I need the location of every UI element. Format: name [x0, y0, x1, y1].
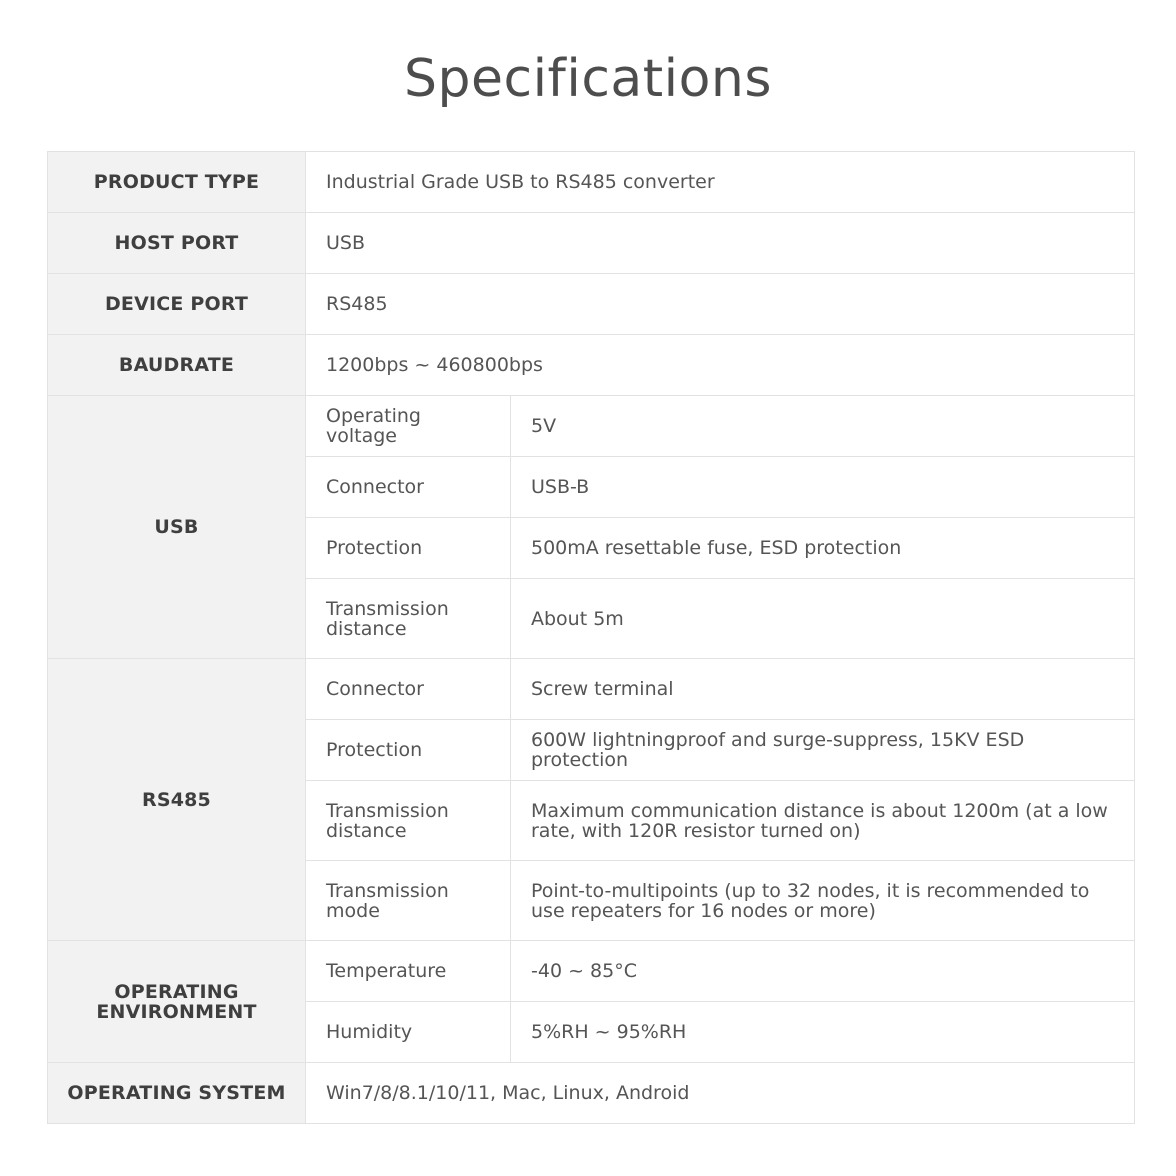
table-row [48, 152, 1135, 213]
rs485-item-value: Maximum communication distance is about 1200m (at a low rate, with 120R resistor turned on) [511, 781, 1135, 861]
usb-item-name: Transmission distance [306, 579, 511, 659]
row-label-operating-system: OPERATING SYSTEM [48, 1063, 306, 1124]
environment-item-name: Humidity [306, 1002, 511, 1063]
rs485-item-name: Transmission distance [306, 781, 511, 861]
rs485-item-name: Protection [306, 720, 511, 781]
table-row [48, 659, 1135, 720]
table-row [48, 1063, 1135, 1124]
table-row [48, 941, 1135, 1002]
usb-item-value: USB-B [511, 457, 1135, 518]
rs485-item-value: Screw terminal [511, 659, 1135, 720]
rs485-item-value: Point-to-multipoints (up to 32 nodes, it is recommended to use repeaters for 16 nodes or more) [511, 861, 1135, 941]
row-value-host-port: USB [306, 213, 1135, 274]
usb-item-name: Connector [306, 457, 511, 518]
rs485-item-name: Connector [306, 659, 511, 720]
row-value-device-port: RS485 [306, 274, 1135, 335]
usb-item-value: About 5m [511, 579, 1135, 659]
row-label-device-port: DEVICE PORT [48, 274, 306, 335]
row-label-baudrate: BAUDRATE [48, 335, 306, 396]
row-value-operating-system: Win7/8/8.1/10/11, Mac, Linux, Android [306, 1063, 1135, 1124]
table-row [48, 213, 1135, 274]
rs485-item-name: Transmission mode [306, 861, 511, 941]
group-label-operating-environment: OPERATING ENVIRONMENT [48, 941, 306, 1063]
rs485-item-value: 600W lightningproof and surge-suppress, 15KV ESD protection [511, 720, 1135, 781]
table-row [48, 396, 1135, 457]
page-title: Specifications [404, 49, 772, 109]
environment-item-name: Temperature [306, 941, 511, 1002]
row-value-product-type: Industrial Grade USB to RS485 converter [306, 152, 1135, 213]
row-value-baudrate: 1200bps ~ 460800bps [306, 335, 1135, 396]
environment-item-value: 5%RH ~ 95%RH [511, 1002, 1135, 1063]
environment-item-value: -40 ~ 85°C [511, 941, 1135, 1002]
usb-item-value: 500mA resettable fuse, ESD protection [511, 518, 1135, 579]
table-row [48, 335, 1135, 396]
group-label-usb: USB [48, 396, 306, 659]
row-label-product-type: PRODUCT TYPE [48, 152, 306, 213]
usb-item-value: 5V [511, 396, 1135, 457]
table-row [48, 274, 1135, 335]
row-label-host-port: HOST PORT [48, 213, 306, 274]
spec-table [47, 151, 1135, 1124]
group-label-rs485: RS485 [48, 659, 306, 941]
usb-item-name: Protection [306, 518, 511, 579]
usb-item-name: Operating voltage [306, 396, 511, 457]
